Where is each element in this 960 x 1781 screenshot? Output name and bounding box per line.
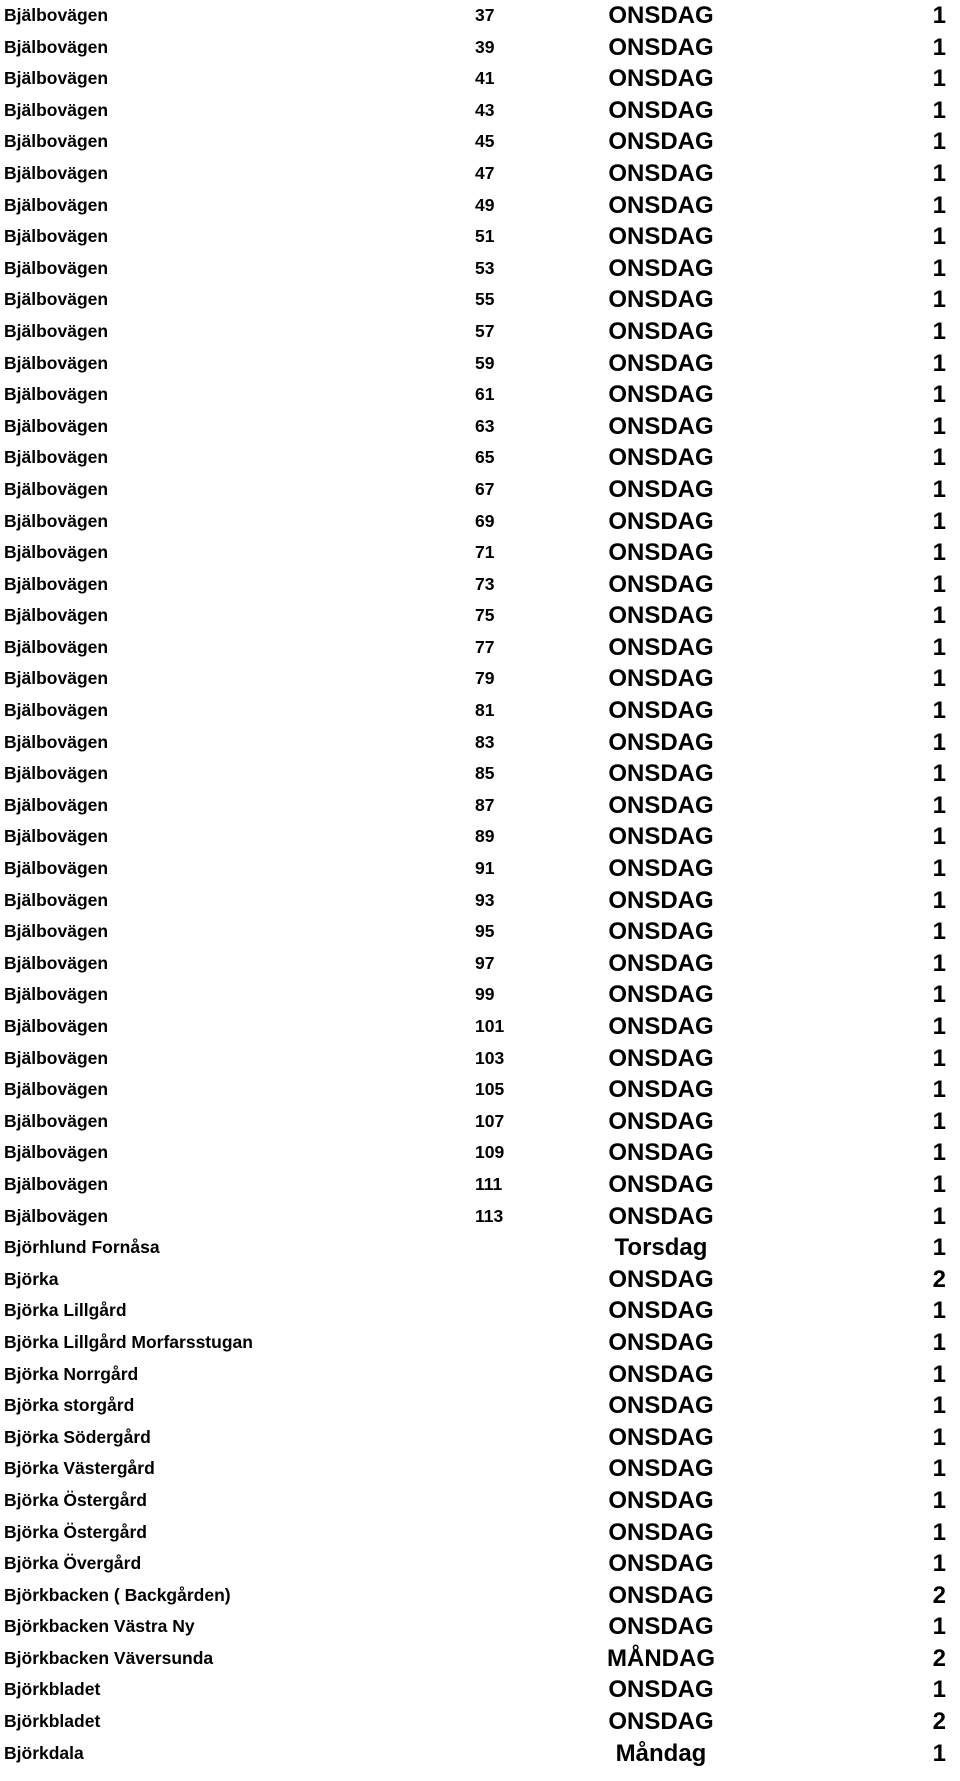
collection-day-cell: ONSDAG	[608, 159, 714, 187]
week-number-cell: 1	[932, 1423, 946, 1451]
street-name-cell: Bjälbovägen	[4, 1110, 109, 1131]
collection-day-cell: ONSDAG	[608, 254, 714, 282]
house-number-cell: 63	[475, 415, 495, 436]
street-name-cell: Björka Övergård	[4, 1553, 142, 1574]
table-row	[0, 537, 960, 569]
street-name-cell: Bjälbovägen	[4, 352, 109, 373]
table-row	[0, 632, 960, 664]
week-number-cell: 1	[932, 602, 946, 630]
street-name-cell: Bjälbovägen	[4, 794, 109, 815]
street-name-cell: Björka Södergård	[4, 1426, 151, 1447]
collection-day-cell: ONSDAG	[608, 475, 714, 503]
collection-day-cell: ONSDAG	[608, 223, 714, 251]
street-name-cell: Bjälbovägen	[4, 478, 109, 499]
street-name-cell: Bjälbovägen	[4, 384, 109, 405]
table-row	[0, 1390, 960, 1422]
collection-day-cell: ONSDAG	[608, 1139, 714, 1167]
street-name-cell: Bjälbovägen	[4, 226, 109, 247]
collection-day-cell: ONSDAG	[608, 1328, 714, 1356]
street-name-cell: Bjälbovägen	[4, 5, 109, 25]
street-name-cell: Bjälbovägen	[4, 447, 109, 468]
table-row	[0, 126, 960, 158]
week-number-cell: 1	[932, 1518, 946, 1546]
week-number-cell: 1	[932, 223, 946, 251]
collection-day-cell: ONSDAG	[608, 918, 714, 946]
week-number-cell: 1	[932, 1044, 946, 1072]
week-number-cell: 1	[932, 1328, 946, 1356]
street-name-cell: Björka Västergård	[4, 1458, 155, 1479]
house-number-cell: 91	[475, 858, 495, 879]
table-row	[0, 348, 960, 380]
collection-day-cell: ONSDAG	[608, 791, 714, 819]
street-name-cell: Bjälbovägen	[4, 889, 109, 910]
collection-day-cell: ONSDAG	[608, 1107, 714, 1135]
house-number-cell: 89	[475, 826, 495, 847]
table-row	[0, 1137, 960, 1169]
collection-day-cell: ONSDAG	[608, 570, 714, 598]
street-name-cell: Bjälbovägen	[4, 952, 109, 973]
collection-day-cell: ONSDAG	[608, 444, 714, 472]
table-row	[0, 695, 960, 727]
table-row	[0, 1043, 960, 1075]
street-name-cell: Björka Norrgård	[4, 1363, 139, 1384]
week-number-cell: 2	[932, 1644, 946, 1672]
collection-day-cell: ONSDAG	[608, 1360, 714, 1388]
street-name-cell: Bjälbovägen	[4, 320, 109, 341]
house-number-cell: 49	[475, 194, 495, 215]
house-number-cell: 47	[475, 162, 495, 183]
week-number-cell: 1	[932, 981, 946, 1009]
street-name-cell: Bjälbovägen	[4, 99, 109, 120]
table-row	[0, 190, 960, 222]
week-number-cell: 1	[932, 254, 946, 282]
week-number-cell: 1	[932, 949, 946, 977]
collection-day-cell: ONSDAG	[608, 760, 714, 788]
house-number-cell: 85	[475, 763, 495, 784]
street-name-cell: Bjälbovägen	[4, 1079, 109, 1100]
street-name-cell: Bjälbovägen	[4, 1142, 109, 1163]
week-number-cell: 1	[932, 65, 946, 93]
street-name-cell: Bjälbovägen	[4, 921, 109, 942]
street-name-cell: Björka Lillgård Morfarsstugan	[4, 1331, 253, 1352]
week-number-cell: 1	[932, 1392, 946, 1420]
table-row	[0, 1548, 960, 1580]
street-name-cell: Bjälbovägen	[4, 573, 109, 594]
collection-day-cell: ONSDAG	[608, 507, 714, 535]
table-row	[0, 853, 960, 885]
house-number-cell: 67	[475, 478, 495, 499]
table-row	[0, 1422, 960, 1454]
table-row	[0, 1169, 960, 1201]
collection-day-cell: ONSDAG	[608, 1202, 714, 1230]
house-number-cell: 87	[475, 794, 495, 815]
table-row	[0, 1453, 960, 1485]
street-name-cell: Bjälbovägen	[4, 984, 109, 1005]
street-name-cell: Bjälbovägen	[4, 68, 109, 89]
table-row	[0, 0, 960, 32]
table-row	[0, 821, 960, 853]
collection-day-cell: ONSDAG	[608, 633, 714, 661]
collection-day-cell: ONSDAG	[608, 602, 714, 630]
collection-day-cell: Måndag	[615, 1739, 707, 1767]
table-row	[0, 1106, 960, 1138]
table-row	[0, 442, 960, 474]
house-number-cell: 95	[475, 921, 495, 942]
table-row	[0, 32, 960, 64]
house-number-cell: 37	[475, 5, 495, 25]
table-row	[0, 1611, 960, 1643]
collection-day-cell: ONSDAG	[608, 381, 714, 409]
street-name-cell: Bjälbovägen	[4, 131, 109, 152]
collection-day-cell: ONSDAG	[608, 1297, 714, 1325]
table-row	[0, 1706, 960, 1738]
street-name-cell: Björkbladet	[4, 1711, 101, 1732]
week-number-cell: 1	[932, 1107, 946, 1135]
street-name-cell: Bjälbovägen	[4, 636, 109, 657]
collection-day-cell: ONSDAG	[608, 317, 714, 345]
street-name-cell: Björkbacken Västra Ny	[4, 1616, 195, 1637]
collection-day-cell: ONSDAG	[608, 823, 714, 851]
week-number-cell: 1	[932, 507, 946, 535]
street-name-cell: Bjälbovägen	[4, 289, 109, 310]
street-name-cell: Björkbacken Väversunda	[4, 1647, 214, 1668]
collection-day-cell: ONSDAG	[608, 1170, 714, 1198]
street-name-cell: Bjälbovägen	[4, 700, 109, 721]
street-name-cell: Bjälbovägen	[4, 415, 109, 436]
collection-day-cell: ONSDAG	[608, 128, 714, 156]
collection-day-cell: ONSDAG	[608, 191, 714, 219]
house-number-cell: 81	[475, 700, 495, 721]
table-row	[0, 1738, 960, 1770]
table-row	[0, 1295, 960, 1327]
table-row	[0, 600, 960, 632]
week-number-cell: 2	[932, 1265, 946, 1293]
table-row	[0, 158, 960, 190]
week-number-cell: 1	[932, 191, 946, 219]
week-number-cell: 2	[932, 1708, 946, 1736]
week-number-cell: 1	[932, 760, 946, 788]
street-name-cell: Björkbacken ( Backgården)	[4, 1584, 231, 1605]
week-number-cell: 1	[932, 128, 946, 156]
collection-day-cell: ONSDAG	[608, 1076, 714, 1104]
week-number-cell: 1	[932, 444, 946, 472]
table-row	[0, 569, 960, 601]
street-name-cell: Bjälbovägen	[4, 1205, 109, 1226]
collection-day-cell: ONSDAG	[608, 349, 714, 377]
collection-day-cell: ONSDAG	[608, 665, 714, 693]
street-name-cell: Bjälbovägen	[4, 731, 109, 752]
week-number-cell: 1	[932, 539, 946, 567]
collection-day-cell: MÅNDAG	[607, 1644, 715, 1672]
street-name-cell: Björka	[4, 1268, 59, 1289]
table-row	[0, 316, 960, 348]
house-number-cell: 39	[475, 36, 495, 57]
table-row	[0, 1074, 960, 1106]
collection-day-cell: ONSDAG	[608, 1708, 714, 1736]
table-row	[0, 1327, 960, 1359]
collection-day-cell: ONSDAG	[608, 539, 714, 567]
week-number-cell: 1	[932, 886, 946, 914]
house-number-cell: 45	[475, 131, 495, 152]
week-number-cell: 1	[932, 33, 946, 61]
table-row	[0, 727, 960, 759]
street-name-cell: Bjälbovägen	[4, 257, 109, 278]
street-name-cell: Bjälbovägen	[4, 605, 109, 626]
house-number-cell: 55	[475, 289, 495, 310]
week-number-cell: 1	[932, 1613, 946, 1641]
collection-day-cell: ONSDAG	[608, 2, 714, 29]
week-number-cell: 1	[932, 1297, 946, 1325]
week-number-cell: 1	[932, 1234, 946, 1262]
street-name-cell: Bjälbovägen	[4, 858, 109, 879]
house-number-cell: 107	[475, 1110, 505, 1131]
house-number-cell: 101	[475, 1016, 505, 1036]
week-number-cell: 1	[932, 1739, 946, 1767]
house-number-cell: 105	[475, 1079, 505, 1100]
table-row	[0, 379, 960, 411]
collection-day-cell: ONSDAG	[608, 697, 714, 725]
house-number-cell: 99	[475, 984, 495, 1005]
collection-day-cell: ONSDAG	[608, 981, 714, 1009]
street-name-cell: Björhlund Fornåsa	[4, 1237, 160, 1258]
week-number-cell: 1	[932, 286, 946, 314]
table-row	[0, 758, 960, 790]
week-number-cell: 1	[932, 1550, 946, 1578]
collection-day-cell: ONSDAG	[608, 33, 714, 61]
week-number-cell: 1	[932, 1013, 946, 1040]
street-name-cell: Bjälbovägen	[4, 1047, 109, 1068]
street-name-cell: Bjälbovägen	[4, 542, 109, 563]
street-name-cell: Bjälbovägen	[4, 510, 109, 531]
week-number-cell: 1	[932, 823, 946, 851]
street-name-cell: Bjälbovägen	[4, 1016, 109, 1036]
table-row	[0, 948, 960, 980]
house-number-cell: 61	[475, 384, 495, 405]
week-number-cell: 1	[932, 855, 946, 883]
collection-day-cell: ONSDAG	[608, 1613, 714, 1641]
collection-day-cell: ONSDAG	[608, 728, 714, 756]
table-row	[0, 1674, 960, 1706]
house-number-cell: 75	[475, 605, 495, 626]
table-row	[0, 1359, 960, 1391]
house-number-cell: 57	[475, 320, 495, 341]
house-number-cell: 53	[475, 257, 495, 278]
collection-day-cell: ONSDAG	[608, 886, 714, 914]
week-number-cell: 1	[932, 1360, 946, 1388]
street-name-cell: Bjälbovägen	[4, 36, 109, 57]
week-number-cell: 1	[932, 1486, 946, 1514]
house-number-cell: 93	[475, 889, 495, 910]
week-number-cell: 1	[932, 475, 946, 503]
week-number-cell: 1	[932, 633, 946, 661]
collection-day-cell: ONSDAG	[608, 1013, 714, 1040]
week-number-cell: 1	[932, 697, 946, 725]
table-row	[0, 221, 960, 253]
collection-day-cell: ONSDAG	[608, 1265, 714, 1293]
street-name-cell: Bjälbovägen	[4, 826, 109, 847]
street-name-cell: Björka Östergård	[4, 1489, 147, 1510]
house-number-cell: 111	[475, 1173, 503, 1194]
collection-day-cell: ONSDAG	[608, 1581, 714, 1609]
table-row	[0, 1517, 960, 1549]
collection-day-cell: ONSDAG	[608, 1550, 714, 1578]
house-number-cell: 79	[475, 668, 495, 689]
table-row	[0, 1485, 960, 1517]
table-row	[0, 979, 960, 1011]
week-number-cell: 1	[932, 1202, 946, 1230]
street-name-cell: Bjälbovägen	[4, 1173, 109, 1194]
house-number-cell: 97	[475, 952, 495, 973]
table-row	[0, 916, 960, 948]
table-row	[0, 253, 960, 285]
house-number-cell: 113	[475, 1205, 504, 1226]
table-row	[0, 284, 960, 316]
house-number-cell: 83	[475, 731, 495, 752]
house-number-cell: 51	[475, 226, 495, 247]
table-row	[0, 506, 960, 538]
week-number-cell: 1	[932, 570, 946, 598]
table-row	[0, 1643, 960, 1675]
collection-day-cell: Torsdag	[614, 1234, 708, 1262]
collection-day-cell: ONSDAG	[608, 1676, 714, 1704]
week-number-cell: 1	[932, 2, 946, 29]
week-number-cell: 1	[932, 381, 946, 409]
week-number-cell: 1	[932, 317, 946, 345]
collection-day-cell: ONSDAG	[608, 1392, 714, 1420]
table-row	[0, 63, 960, 95]
house-number-cell: 103	[475, 1047, 505, 1068]
table-row	[0, 885, 960, 917]
street-name-cell: Bjälbovägen	[4, 194, 109, 215]
collection-day-cell: ONSDAG	[608, 65, 714, 93]
house-number-cell: 109	[475, 1142, 505, 1163]
street-name-cell: Björka storgård	[4, 1395, 135, 1416]
street-name-cell: Björkbladet	[4, 1679, 101, 1700]
street-name-cell: Björkdala	[4, 1742, 84, 1763]
house-number-cell: 65	[475, 447, 495, 468]
table-row	[0, 1201, 960, 1233]
week-number-cell: 1	[932, 1076, 946, 1104]
house-number-cell: 41	[475, 68, 495, 89]
house-number-cell: 69	[475, 510, 495, 531]
week-number-cell: 1	[932, 1676, 946, 1704]
week-number-cell: 1	[932, 159, 946, 187]
week-number-cell: 1	[932, 349, 946, 377]
collection-day-cell: ONSDAG	[608, 96, 714, 124]
week-number-cell: 1	[932, 1170, 946, 1198]
table-row	[0, 95, 960, 127]
house-number-cell: 43	[475, 99, 495, 120]
week-number-cell: 2	[932, 1581, 946, 1609]
collection-day-cell: ONSDAG	[608, 286, 714, 314]
house-number-cell: 59	[475, 352, 495, 373]
collection-day-cell: ONSDAG	[608, 1044, 714, 1072]
street-name-cell: Bjälbovägen	[4, 162, 109, 183]
week-number-cell: 1	[932, 791, 946, 819]
collection-day-cell: ONSDAG	[608, 412, 714, 440]
collection-day-cell: ONSDAG	[608, 949, 714, 977]
table-row	[0, 1580, 960, 1612]
week-number-cell: 1	[932, 1455, 946, 1483]
street-name-cell: Björka Lillgård	[4, 1300, 127, 1321]
collection-day-cell: ONSDAG	[608, 1518, 714, 1546]
collection-day-cell: ONSDAG	[608, 1423, 714, 1451]
table-row	[0, 1264, 960, 1296]
house-number-cell: 73	[475, 573, 495, 594]
street-name-cell: Bjälbovägen	[4, 763, 109, 784]
house-number-cell: 71	[475, 542, 495, 563]
table-row	[0, 1232, 960, 1264]
week-number-cell: 1	[932, 412, 946, 440]
table-row	[0, 411, 960, 443]
week-number-cell: 1	[932, 1139, 946, 1167]
house-number-cell: 77	[475, 636, 495, 657]
table-row	[0, 1011, 960, 1043]
week-number-cell: 1	[932, 96, 946, 124]
table-row	[0, 790, 960, 822]
collection-day-cell: ONSDAG	[608, 1455, 714, 1483]
collection-day-cell: ONSDAG	[608, 1486, 714, 1514]
street-name-cell: Björka Östergård	[4, 1521, 147, 1542]
week-number-cell: 1	[932, 918, 946, 946]
table-row	[0, 663, 960, 695]
table-row	[0, 474, 960, 506]
week-number-cell: 1	[932, 728, 946, 756]
collection-day-cell: ONSDAG	[608, 855, 714, 883]
street-name-cell: Bjälbovägen	[4, 668, 109, 689]
week-number-cell: 1	[932, 665, 946, 693]
